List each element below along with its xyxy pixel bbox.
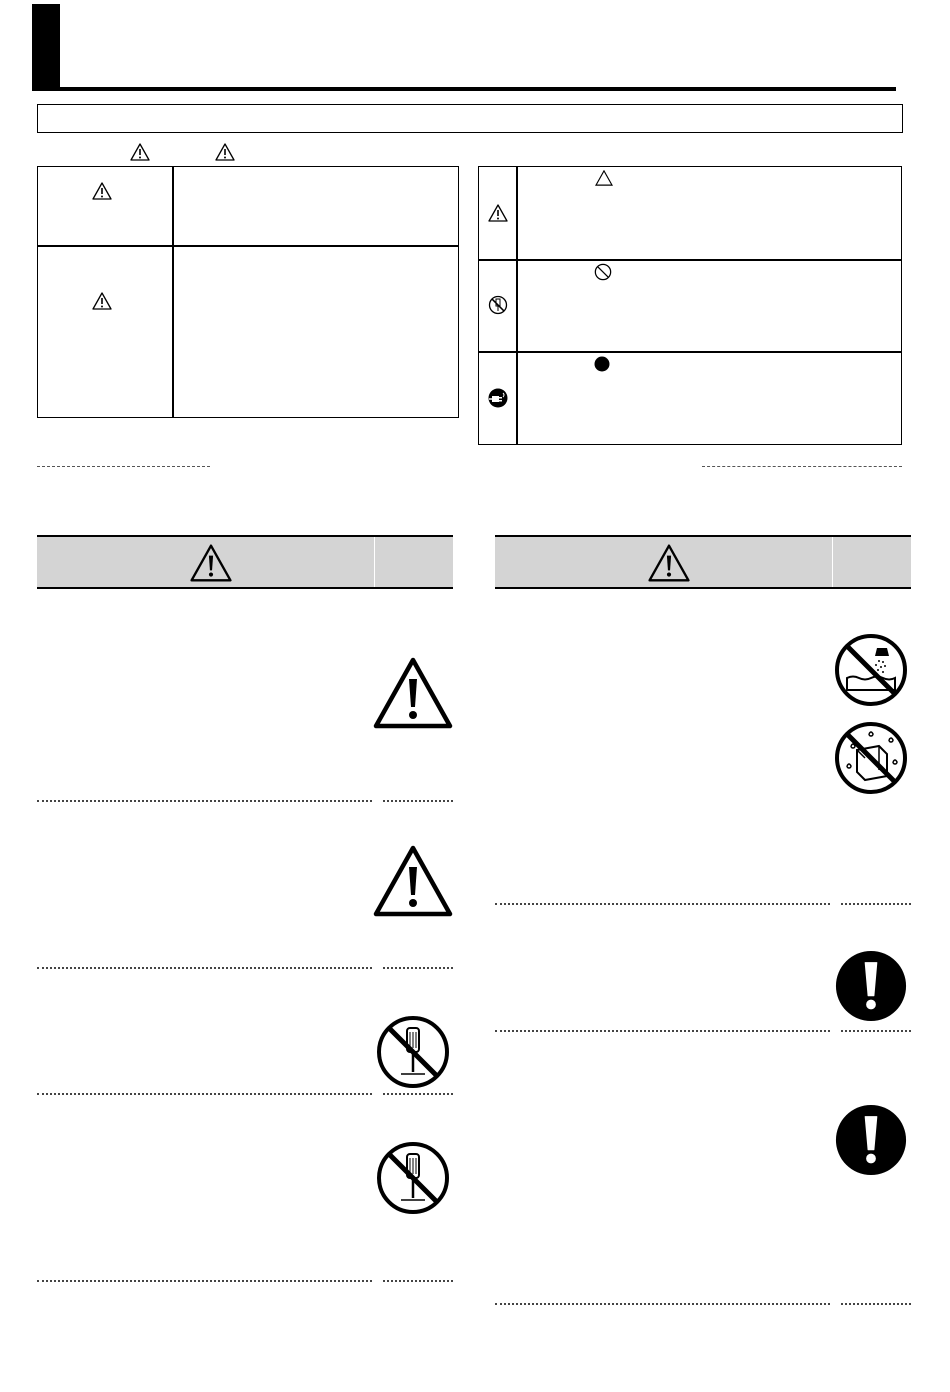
- do-not-disassemble-icon: [488, 295, 508, 315]
- item-separator-short: [841, 1303, 911, 1305]
- warning-icon: [92, 182, 112, 200]
- item-separator: [37, 800, 372, 802]
- triangle-outline-icon: [595, 170, 613, 186]
- legend-footer-rule-left: [37, 466, 210, 467]
- item-separator-short: [383, 800, 453, 802]
- unplug-icon: [488, 388, 508, 408]
- warning-triangle-icon: [648, 544, 690, 582]
- prohibition-circle-icon: [594, 263, 612, 281]
- mandatory-action-icon: [834, 1103, 908, 1177]
- item-separator: [495, 1303, 830, 1305]
- legend-right-row-divider: [479, 259, 901, 261]
- warning-icon: [92, 292, 112, 310]
- mandatory-action-icon: [834, 949, 908, 1023]
- no-water-icon: [833, 632, 909, 708]
- header-rule: [32, 87, 896, 91]
- item-separator: [495, 903, 830, 905]
- item-separator-short: [841, 1030, 911, 1032]
- do-not-disassemble-icon: [375, 1140, 451, 1216]
- item-separator-short: [383, 967, 453, 969]
- section-heading-box: [37, 104, 903, 133]
- intro-warning-icon: [130, 143, 150, 161]
- legend-right-column-divider: [516, 167, 518, 444]
- legend-left-column-divider: [172, 167, 174, 417]
- item-separator-short: [383, 1093, 453, 1095]
- item-separator: [37, 1093, 372, 1095]
- item-separator-short: [383, 1280, 453, 1282]
- warning-band-right: [495, 535, 911, 589]
- legend-left-row-divider: [38, 245, 458, 247]
- legend-footer-rule-right: [702, 466, 902, 467]
- do-not-disassemble-icon: [375, 1014, 451, 1090]
- legend-table-right: [478, 166, 902, 445]
- item-separator: [495, 1030, 830, 1032]
- filled-circle-icon: [594, 356, 610, 372]
- warning-band-left: [37, 535, 453, 589]
- legend-table-left: [37, 166, 459, 418]
- legend-right-row-divider: [479, 351, 901, 353]
- warning-icon: [488, 204, 508, 222]
- item-separator: [37, 1280, 372, 1282]
- header-tab: [32, 4, 60, 90]
- warning-triangle-icon: [190, 544, 232, 582]
- item-separator-short: [841, 903, 911, 905]
- warning-triangle-icon: [373, 657, 453, 729]
- item-separator: [37, 967, 372, 969]
- no-wet-icon: [833, 720, 909, 796]
- intro-caution-icon: [215, 143, 235, 161]
- warning-triangle-icon: [373, 845, 453, 917]
